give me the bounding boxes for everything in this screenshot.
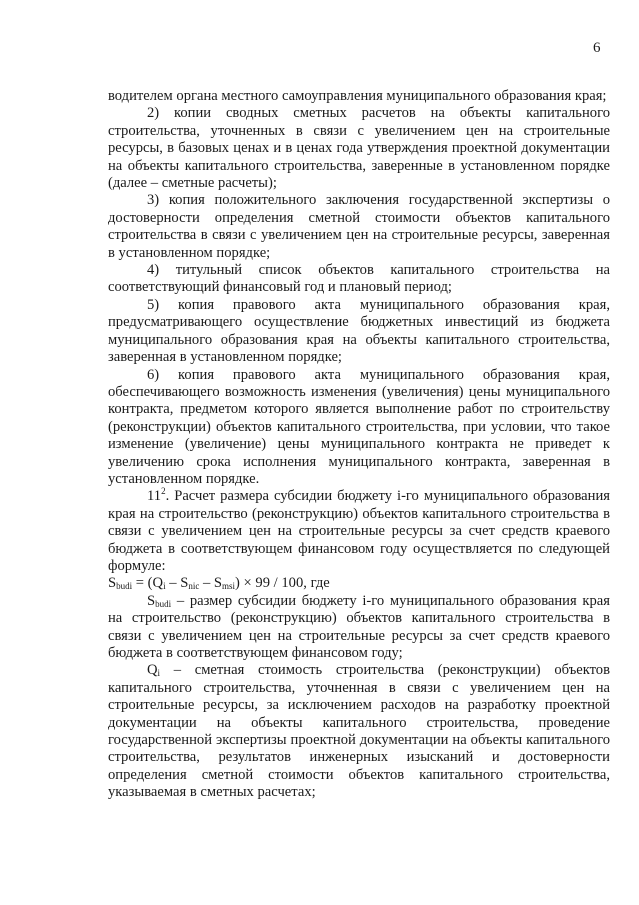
- definition-text: – размер субсидии бюджету i-го муниципального образования края на строительство (реконструкцию) объектов капитального строительства в связи с увеличением цен на строительные ресурсы за счет средств краевого бюджета в соответствующем финансовом году;: [108, 592, 610, 661]
- definition-s-budi: [108, 593, 610, 663]
- definition-text: – сметная стоимость строительства (реконструкции) объектов капитального строительства, уточненная в связи с увеличением цен на строительные ресурсы, за исключением расходов на разработку проектной документации на объекты капитального строительства, проведение государственной экспертизы проектной документации на объекты капитального строительства, результатов инженерных изысканий и достоверности определения сметной стоимости объектов капитального строительства, указываемая в сметных расчетах;: [108, 662, 610, 801]
- formula-lhs-sub: budi: [116, 581, 133, 592]
- paragraphs-before-formula: [108, 88, 610, 488]
- formula-s1-sub: nic: [188, 581, 200, 592]
- paragraph: 2) копии сводных сметных расчетов на объекты капитального строительства, уточненных в связи с увеличением цен на строительные ресурсы, в базовых ценах и в ценах года утверждения проектной документации на объекты капитального строительства, заверенные в установленном порядке (далее – сметные расчеты);: [108, 105, 610, 192]
- formula-eq: = (Q: [132, 575, 164, 592]
- formula-minus2: – S: [199, 575, 223, 592]
- page-number: 6: [593, 40, 601, 56]
- formula-rest: ) × 99 / 100, где: [235, 575, 330, 592]
- paragraph: 5) копия правового акта муниципального образования края, предусматривающего осуществление бюджетных инвестиций из бюджета муниципального образования края на объекты капитального строительства, заверенная в установленном порядке;: [108, 296, 610, 366]
- clause-number-sup: 2: [161, 486, 166, 497]
- paragraph: водителем органа местного самоуправления муниципального образования края;: [108, 88, 607, 104]
- definition-symbol-sub: i: [157, 668, 161, 679]
- definition-symbol: Q: [147, 662, 158, 679]
- clause-text: . Расчет размера субсидии бюджету i-го муниципального образования края на строительство (реконструкцию) объектов капитального строительства в связи с увеличением цен на строительные ресурсы за счет средств краевого бюджета в соответствующем финансовом году осуществляется по следующей формуле:: [108, 488, 610, 574]
- formula: [108, 575, 610, 592]
- document-body: [108, 88, 610, 802]
- definition-q-i: [108, 662, 610, 801]
- paragraph: 4) титульный список объектов капитального строительства на соответствующий финансовый год и плановый период;: [108, 262, 610, 296]
- paragraph: 3) копия положительного заключения государственной экспертизы о достоверности определения сметной стоимости объектов капитального строительства в связи с увеличением цен на строительные ресурсы, заверенная в установленном порядке;: [108, 192, 610, 261]
- formula-minus1: – S: [165, 575, 189, 592]
- definition-symbol: S: [147, 592, 156, 609]
- definition-symbol-sub: budi: [155, 598, 172, 609]
- clause-number: 11: [147, 488, 162, 505]
- formula-q-sub: i: [163, 581, 166, 592]
- clause-11-2: [108, 488, 610, 575]
- paragraph: 6) копия правового акта муниципального образования края, обеспечивающего возможность изменения (увеличения) цены муниципального контракта, предметом которого является выполнение работ по строительству (реконструкции) объектов капитального строительства, при условии, что такое изменение (увеличение) цены муниципального контракта не приведет к увеличению срока исполнения муниципального контракта, заверенная в установленном порядке.: [108, 366, 610, 487]
- formula-lhs: S: [108, 575, 117, 592]
- formula-s2-sub: msi: [222, 581, 236, 592]
